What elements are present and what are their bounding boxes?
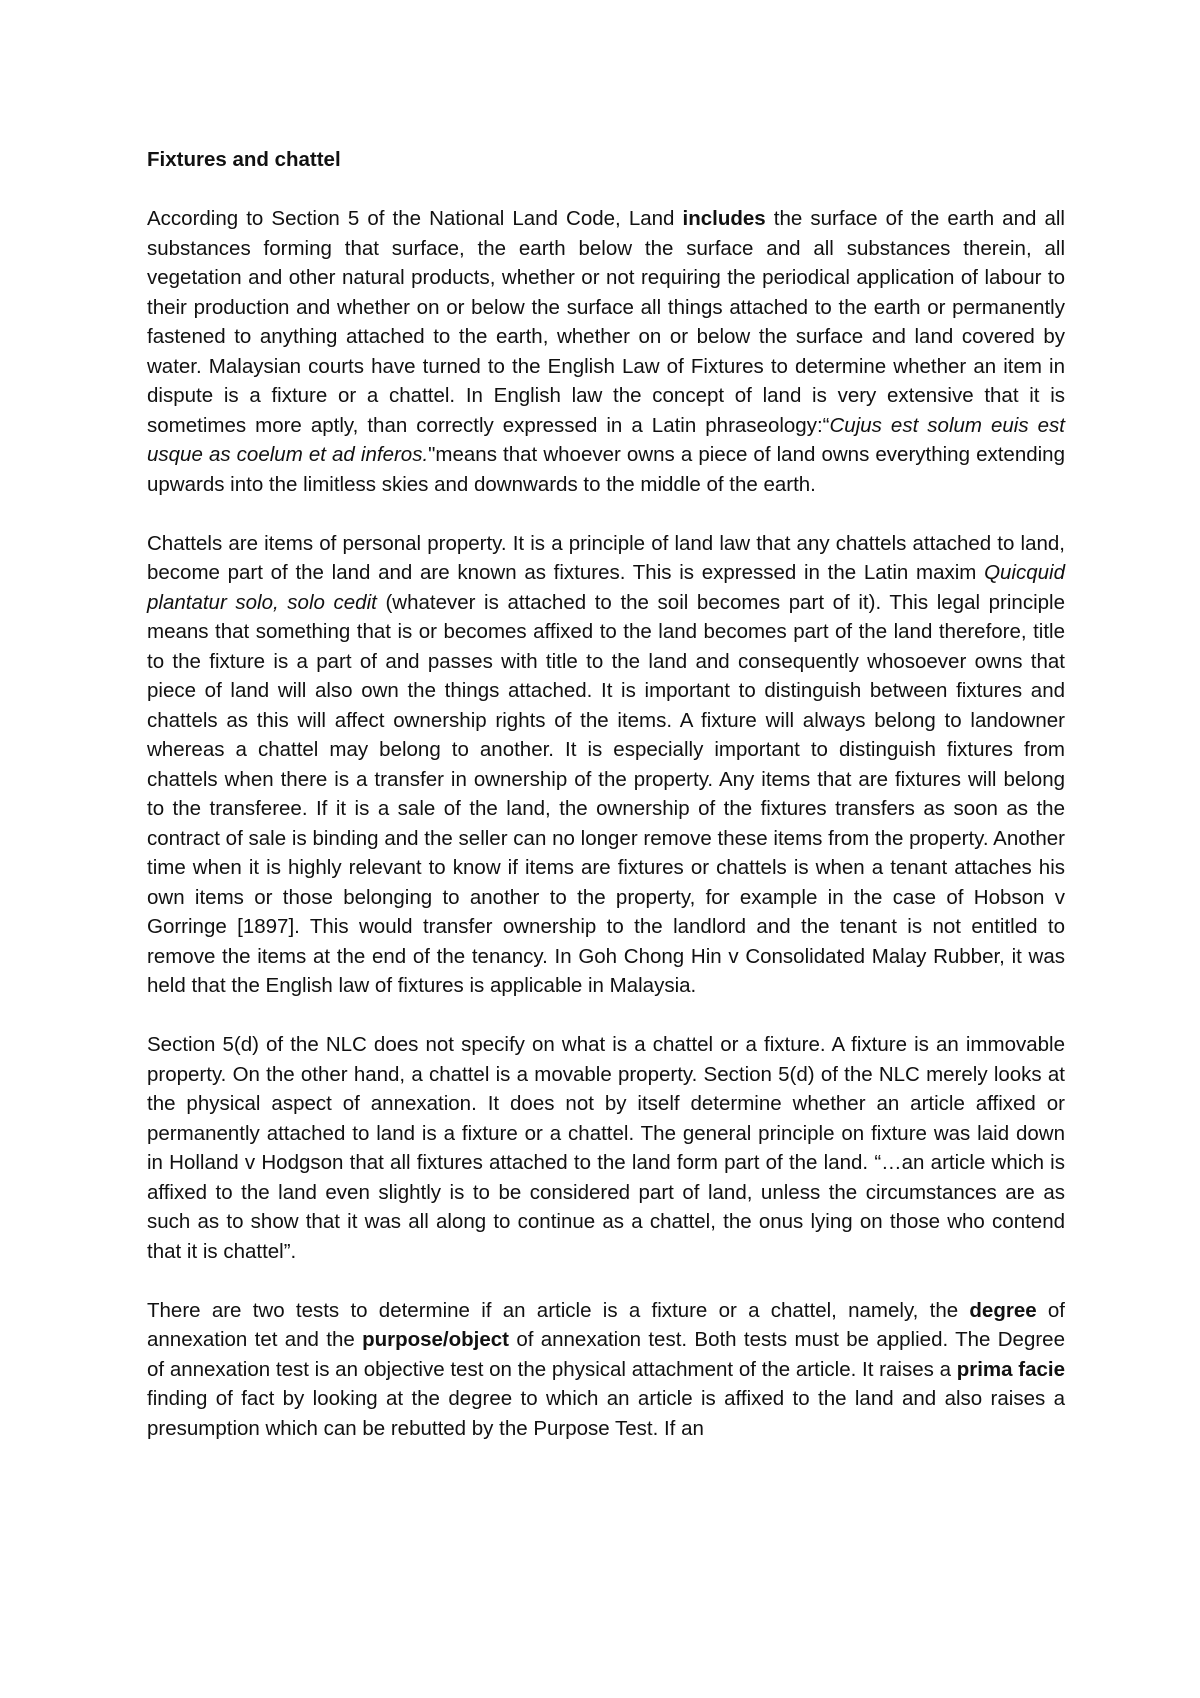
text-run: "means that whoever owns a piece of land owns everything extending upwards into the limitless skies and downwards to the middle of the earth. <box>147 443 1065 496</box>
paragraph-two-tests <box>147 1296 1065 1444</box>
document-page <box>147 145 1065 1443</box>
text-run: According to Section 5 of the National Land Code, Land <box>147 207 683 230</box>
text-run: (whatever is attached to the soil becomes part of it). This legal principle means that something that is or becomes affixed to the land becomes part of the land therefore, title to the fixture is a part of and passes with title to the land and consequently whosoever owns that piece of land will also own the things attached. It is important to distinguish between fixtures and chattels as this will affect ownership rights of the items. A fixture will always belong to landowner whereas a chattel may belong to another. It is especially important to distinguish fixtures from chattels when there is a transfer in ownership of the property. Any items that are fixtures will belong to the transferee. If it is a sale of the land, the ownership of the fixtures transfers as soon as the contract of sale is binding and the seller can no longer remove these items from the property. Another time when it is highly relevant to know if items are fixtures or chattels is when a tenant attaches his own items or those belonging to another to the property, for example in the case of Hobson v Gorringe [1897]. This would transfer ownership to the landlord and the tenant is not entitled to remove the items at the end of the tenancy. In Goh Chong Hin v Consolidated Malay Rubber, it was held that the English law of fixtures is applicable in Malaysia. <box>147 590 1065 997</box>
bold-term: prima facie <box>956 1357 1066 1381</box>
text-run: finding of fact by looking at the degree to which an article is affixed to the land and also raises a presumption which can be rebutted by the Purpose Test. If an <box>147 1387 1065 1440</box>
text-run: the surface of the earth and all substances forming that surface, the earth below the surface and all substances therein, all vegetation and other natural products, whether or not requiring the periodical application of labour to their production and whether on or below the surface all things attached to the earth or permanently fastened to anything attached to the earth, whether on or below the surface and land covered by water. Malaysian courts have turned to the English Law of Fixtures to determine whether an item in dispute is a fixture or a chattel. In English law the concept of land is very extensive that it is sometimes more aptly, than correctly expressed in a Latin phraseology:“ <box>147 207 1065 437</box>
paragraph-section-5d <box>147 1030 1065 1266</box>
paragraph-land-definition <box>147 204 1065 499</box>
text-run: of annexation test. Both tests must be applied. The Degree of annexation test is an objective test on the physical attachment of the article. It raises a <box>147 1328 1065 1381</box>
text-run: Section 5(d) of the NLC does not specify on what is a chattel or a fixture. A fixture is an immovable property. On the other hand, a chattel is a movable property. Section 5(d) of the NLC merely looks at the physical aspect of annexation. It does not by itself determine whether an article affixed or permanently attached to land is a fixture or a chattel. The general principle on fixture was laid down in Holland v Hodgson that all fixtures attached to the land form part of the land. “…an article which is affixed to the land even slightly is to be considered part of land, unless the circumstances are as such as to show that it was all along to continue as a chattel, the onus lying on those who contend that it is chattel”. <box>147 1033 1065 1263</box>
latin-phrase: Cujus est solum euis est usque as coelum et ad inferos. <box>147 413 1065 466</box>
bold-term: purpose/object <box>362 1328 509 1351</box>
text-run: Chattels are items of personal property. It is a principle of land law that any chattels attached to land, become part of the land and are known as fixtures. This is expressed in the Latin maxim <box>147 531 1065 584</box>
bold-term: degree <box>969 1298 1037 1322</box>
text-run: of annexation tet and the <box>147 1298 1066 1351</box>
bold-term: includes <box>682 207 766 230</box>
document-title: Fixtures and chattel <box>147 148 341 171</box>
latin-maxim: Quicquid plantatur solo, solo cedit <box>147 561 1065 614</box>
text-run: There are two tests to determine if an article is a fixture or a chattel, namely, the <box>147 1298 970 1322</box>
paragraph-chattels <box>147 529 1065 1001</box>
